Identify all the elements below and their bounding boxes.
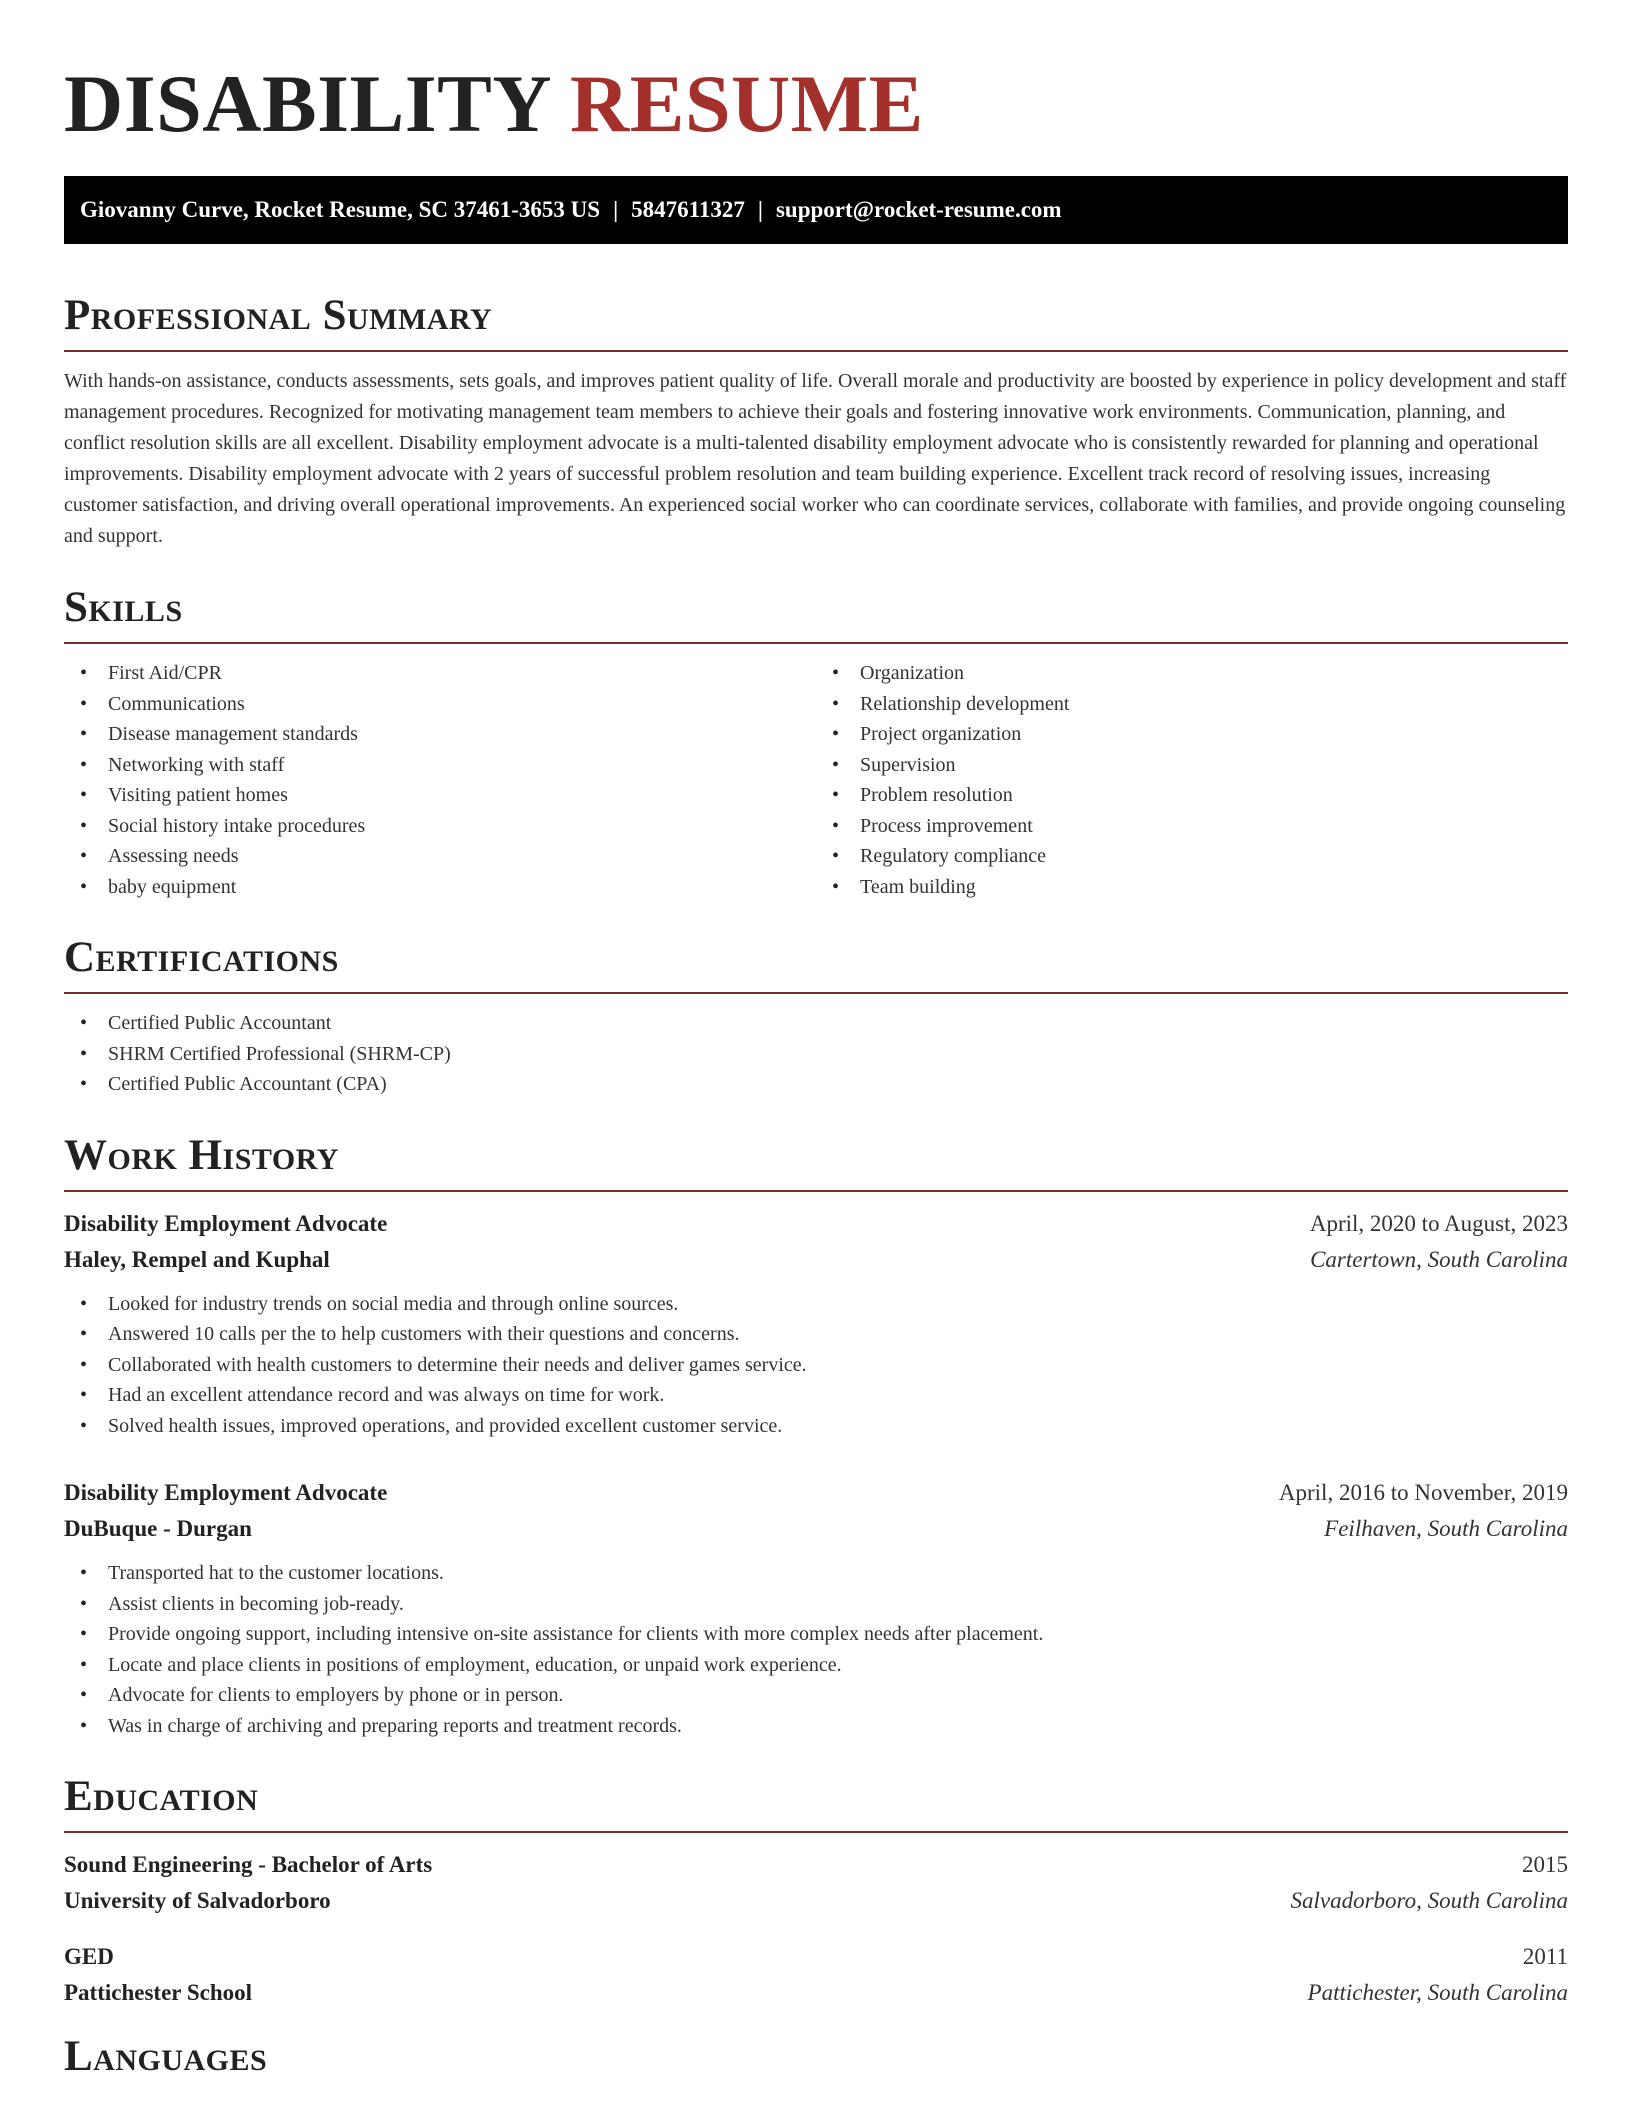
skill-item: • Networking with staff <box>64 750 816 781</box>
job-duties-list <box>64 1558 1568 1741</box>
job-location: Feilhaven, South Carolina <box>1324 1516 1568 1541</box>
skills-column-right <box>816 658 1568 902</box>
job-title: Disability Employment Advocate <box>64 1210 388 1236</box>
education-degree: Sound Engineering - Bachelor of Arts <box>64 1852 433 1877</box>
education-header-row <box>64 1939 1568 1975</box>
job-company: DuBuque - Durgan <box>64 1516 252 1541</box>
education-header-row <box>64 1847 1568 1883</box>
certification-item: • SHRM Certified Professional (SHRM-CP) <box>64 1039 1568 1070</box>
job-location: Cartertown, South Carolina <box>1310 1246 1568 1272</box>
job-title: Disability Employment Advocate <box>64 1480 388 1505</box>
skill-item: • Relationship development <box>816 689 1568 720</box>
job-entry <box>64 1206 1568 1442</box>
skill-item: • First Aid/CPR <box>64 658 816 689</box>
section-divider <box>64 1190 1568 1192</box>
job-company: Haley, Rempel and Kuphal <box>64 1246 330 1272</box>
skill-item: • Team building <box>816 872 1568 903</box>
certification-item: • Certified Public Accountant (CPA) <box>64 1069 1568 1100</box>
education-location: Pattichester, South Carolina <box>1307 1980 1568 2005</box>
contact-separator: | <box>757 197 763 222</box>
section-divider <box>64 1831 1568 1833</box>
job-header-row <box>64 1475 1568 1511</box>
education-entry <box>64 1847 1568 1919</box>
work-history-heading: Work History <box>64 1131 339 1179</box>
education-location: Salvadorboro, South Carolina <box>1290 1888 1568 1913</box>
skill-item: • Organization <box>816 658 1568 689</box>
title-word-disability: DISABILITY <box>64 58 550 149</box>
job-duty: • Was in charge of archiving and preparing reports and treatment records. <box>64 1711 1568 1742</box>
skill-item: • Communications <box>64 689 816 720</box>
job-dates: April, 2020 to August, 2023 <box>1309 1210 1568 1236</box>
education-school: University of Salvadorboro <box>64 1888 331 1913</box>
education-year: 2015 <box>1522 1852 1568 1877</box>
certification-item: • Certified Public Accountant <box>64 1008 1568 1039</box>
contact-bar <box>64 176 1568 244</box>
skill-item: • Social history intake procedures <box>64 811 816 842</box>
education-entry <box>64 1939 1568 2011</box>
job-dates: April, 2016 to November, 2019 <box>1278 1480 1568 1505</box>
skill-item: • Regulatory compliance <box>816 841 1568 872</box>
contact-phone: 5847611327 <box>631 197 745 222</box>
languages-section <box>64 2031 1568 2083</box>
skill-item: • Disease management standards <box>64 719 816 750</box>
skill-item: • baby equipment <box>64 872 816 903</box>
job-duty: • Had an excellent attendance record and was always on time for work. <box>64 1380 1568 1411</box>
summary-heading: Professional Summary <box>64 292 493 339</box>
education-section <box>64 1771 1568 2011</box>
job-entry <box>64 1475 1568 1741</box>
work-history-section <box>64 1130 1568 1742</box>
resume-title <box>64 0 1568 154</box>
skills-list-left <box>64 658 816 902</box>
skill-item: • Process improvement <box>816 811 1568 842</box>
section-divider <box>64 350 1568 352</box>
contact-email: support@rocket-resume.com <box>775 197 1062 222</box>
skill-item: • Project organization <box>816 719 1568 750</box>
title-word-resume: RESUME <box>570 58 924 149</box>
certifications-section <box>64 932 1568 1100</box>
job-duties-list <box>64 1289 1568 1442</box>
contact-separator: | <box>613 197 619 222</box>
skill-item: • Supervision <box>816 750 1568 781</box>
job-duty: • Collaborated with health customers to determine their needs and deliver games service. <box>64 1350 1568 1381</box>
education-school-row <box>64 1975 1568 2011</box>
job-duty: • Solved health issues, improved operations, and provided excellent customer service. <box>64 1411 1568 1442</box>
skills-grid <box>64 658 1568 902</box>
job-company-row <box>64 1242 1568 1278</box>
job-duty: • Provide ongoing support, including intensive on-site assistance for clients with more complex needs after placement. <box>64 1619 1568 1650</box>
skill-item: • Visiting patient homes <box>64 780 816 811</box>
education-school-row <box>64 1883 1568 1919</box>
job-duty: • Locate and place clients in positions of employment, education, or unpaid work experience. <box>64 1650 1568 1681</box>
certifications-list <box>64 1008 1568 1100</box>
skill-item: • Assessing needs <box>64 841 816 872</box>
skill-item: • Problem resolution <box>816 780 1568 811</box>
job-duty: • Advocate for clients to employers by phone or in person. <box>64 1680 1568 1711</box>
job-company-row <box>64 1511 1568 1547</box>
skills-column-left <box>64 658 816 902</box>
contact-address: Giovanny Curve, Rocket Resume, SC 37461-3653 US <box>80 197 601 222</box>
section-divider <box>64 992 1568 994</box>
education-degree: GED <box>64 1944 114 1969</box>
languages-heading: Languages <box>64 2033 268 2080</box>
job-header-row <box>64 1206 1568 1242</box>
job-duty: • Answered 10 calls per the to help customers with their questions and concerns. <box>64 1319 1568 1350</box>
education-year: 2011 <box>1522 1944 1568 1969</box>
job-duty: • Transported hat to the customer locations. <box>64 1558 1568 1589</box>
job-duty: • Looked for industry trends on social media and through online sources. <box>64 1289 1568 1320</box>
job-duty: • Assist clients in becoming job-ready. <box>64 1589 1568 1620</box>
skills-section <box>64 582 1568 902</box>
section-divider <box>64 642 1568 644</box>
summary-text: With hands-on assistance, conducts assessments, sets goals, and improves patient quality of life. Overall morale and productivity are boosted by experience in policy development and staff management procedures. Recognized for motivating management team members to achieve their goals and fostering innovative work environments. Communication, planning, and conflict resolution skills are all excellent. Disability employment advocate is a multi-talented disability employment advocate who is consistently rewarded for planning and operational improvements. Disability employment advocate with 2 years of successful problem resolution and team building experience. Excellent track record of resolving issues, increasing customer satisfaction, and driving overall operational improvements. An experienced social worker who can coordinate services, collaborate with families, and provide ongoing counseling and support. <box>64 370 1567 547</box>
certifications-heading: Certifications <box>64 934 339 981</box>
education-school: Pattichester School <box>64 1980 253 2005</box>
skills-heading: Skills <box>64 584 183 631</box>
education-heading: Education <box>64 1773 259 1820</box>
skills-list-right <box>816 658 1568 902</box>
summary-section <box>64 290 1568 552</box>
